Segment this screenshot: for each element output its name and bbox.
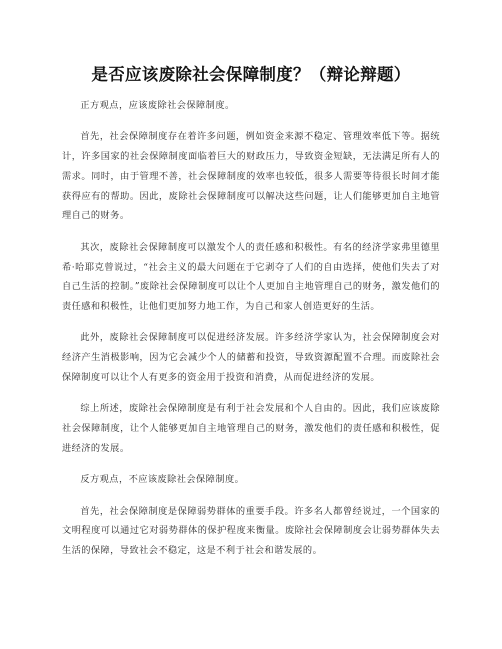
paragraph-con-first: 首先，社会保障制度是保障弱势群体的重要手段。许多名人都曾经说过，一个国家的文明程度可以通过它对弱势群体的保护程度来衡量。废除社会保障制度会让弱势群体失去生活的保障，导致社会不稳定，这是不利于社会和谐发展的。 (62, 505, 440, 557)
document-body (62, 96, 440, 572)
document-title: 是否应该废除社会保障制度？（辩论辩题） (91, 65, 411, 84)
paragraph-pro-summary: 综上所述，废除社会保障制度是有利于社会发展和个人自由的。因此，我们应该废除社会保障制度，让个人能够更加自主地管理自己的财务，激发他们的责任感和积极性，促进经济的发展。 (62, 403, 440, 454)
paragraph-pro-first: 首先，社会保障制度存在着许多问题，例如资金来源不稳定、管理效率低下等。据统计，许多国家的社会保障制度面临着巨大的财政压力，导致资金短缺，无法满足所有人的需求。同时，由于管理不善，社会保障制度的效率也较低，很多人需要等待很长时间才能获得应有的帮助。因此，废除社会保障制度可以解决这些问题，让人们能够更加自主地管理自己的财务。 (62, 131, 440, 222)
paragraph-pro-third: 此外，废除社会保障制度可以促进经济发展。许多经济学家认为，社会保障制度会对经济产生消极影响，因为它会减少个人的储蓄和投资，导致资源配置不合理。而废除社会保障制度可以让个人有更多的资金用于投资和消费，从而促进经济的发展。 (62, 332, 440, 384)
paragraph-pro-second: 其次，废除社会保障制度可以激发个人的责任感和积极性。有名的经济学家弗里德里希·哈耶克曾说过，“社会主义的最大问题在于它剥夺了人们的自由选择，使他们失去了对自己生活的控制。”废除社会保障制度可以让个人更加自主地管理自己的财务，激发他们的责任感和积极性，让他们更加努力地工作，为自己和家人创造更好的生活。 (62, 241, 440, 313)
paragraph-pro-stance: 正方观点，应该废除社会保障制度。 (80, 100, 235, 111)
paragraph-con-stance: 反方观点，不应该废除社会保障制度。 (80, 474, 245, 486)
